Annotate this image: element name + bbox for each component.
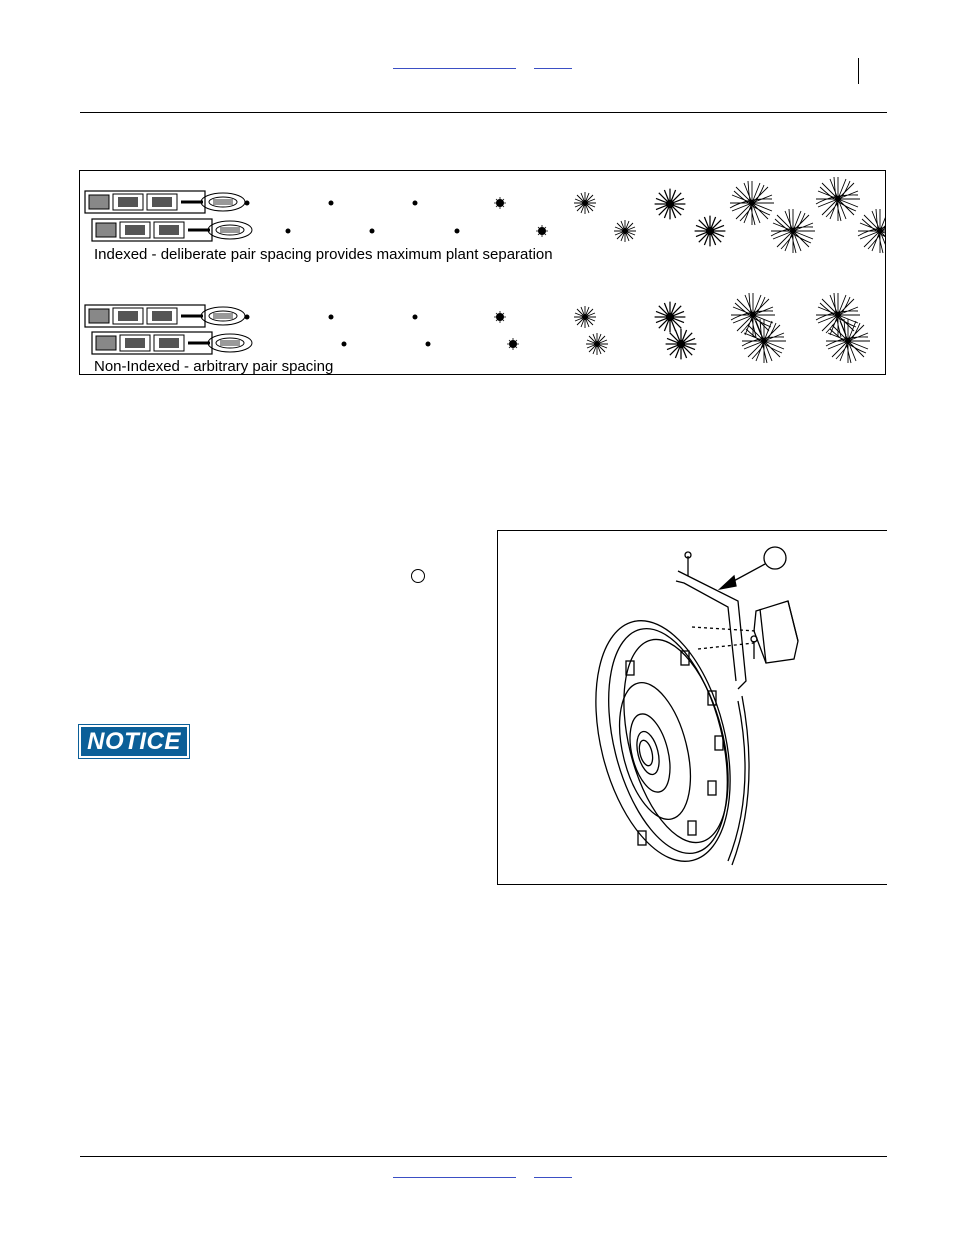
callout-circle-reference [411,569,425,583]
planting-pattern-figure [79,170,886,375]
footer-link-1[interactable] [393,1177,516,1178]
footer-link-2[interactable] [534,1177,572,1178]
header-rule [80,112,887,113]
non-indexed-caption: Non-Indexed - arbitrary pair spacing [94,358,334,375]
header-link-2[interactable] [534,68,572,69]
notice-label: NOTICE [79,725,189,758]
footer-rule [80,1156,887,1157]
header-divider [858,58,859,84]
indexed-caption: Indexed - deliberate pair spacing provides maximum plant separation [94,246,553,263]
seed-meter-figure [497,530,887,885]
seed-meter-illustration [498,531,887,885]
header-link-1[interactable] [393,68,516,69]
planting-pattern-illustration [80,171,886,375]
